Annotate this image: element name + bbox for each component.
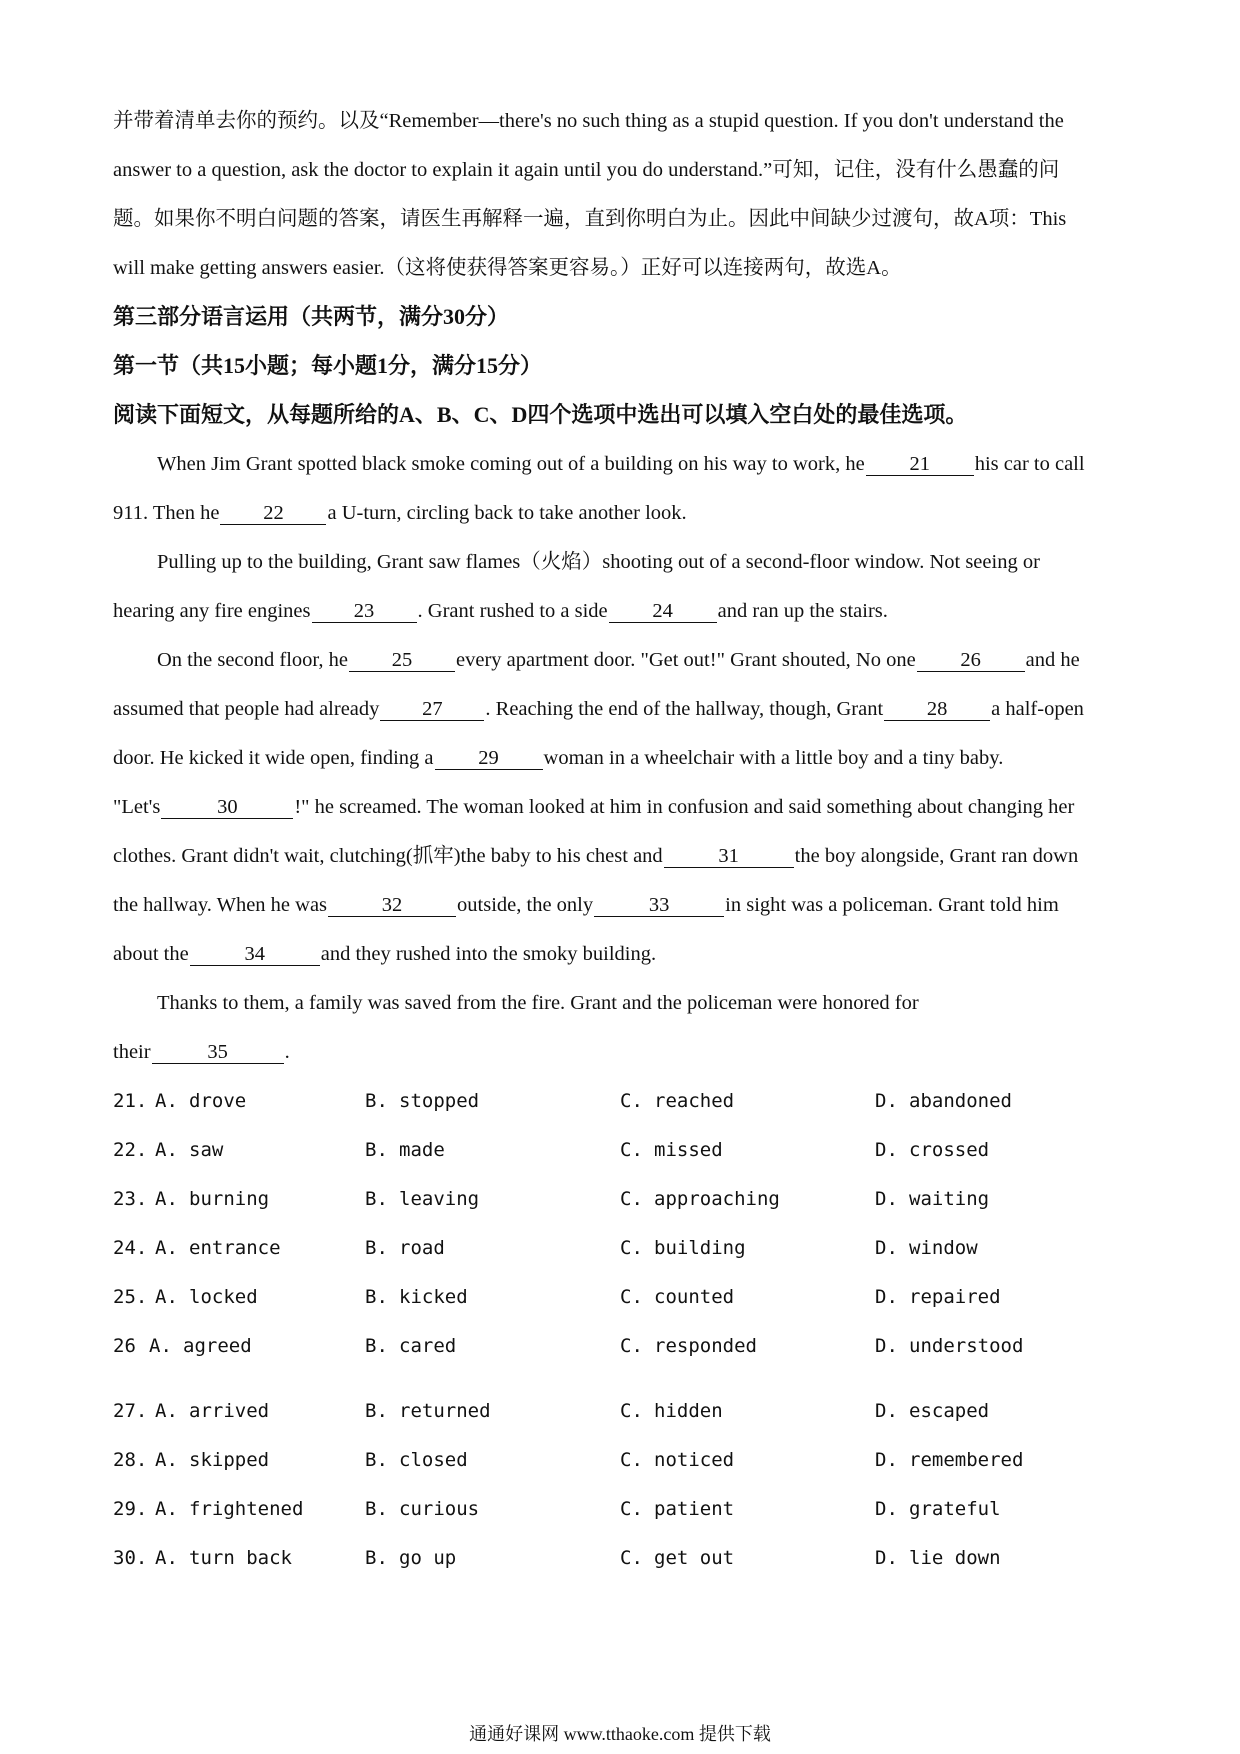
passage-text: . Grant rushed to a side <box>417 600 608 622</box>
option-text: cared <box>399 1335 457 1357</box>
option-letter: A. <box>155 1547 178 1569</box>
option-letter: A. <box>155 1449 178 1471</box>
passage-text: and ran up the stairs. <box>717 600 888 622</box>
option-letter: B. <box>365 1188 388 1210</box>
question-number: 23. <box>113 1188 148 1210</box>
option-text: approaching <box>654 1188 780 1210</box>
passage-text: assumed that people had already <box>113 698 380 720</box>
passage-text: . Reaching the end of the hallway, though, Grant <box>485 698 884 720</box>
passage-text: clothes. Grant didn't wait, clutching(抓牢)the baby to his chest and <box>113 845 663 867</box>
option-text: drove <box>189 1090 247 1112</box>
blank-28: 28 <box>884 698 990 721</box>
blank-27: 27 <box>380 698 484 721</box>
blank-31: 31 <box>664 845 794 868</box>
option-text: lie down <box>909 1547 1001 1569</box>
option-text: locked <box>189 1286 258 1308</box>
blank-24: 24 <box>609 600 717 623</box>
option-row <box>113 1332 1133 1360</box>
passage-text: the hallway. When he was <box>113 894 328 916</box>
blank-32: 32 <box>328 894 456 917</box>
passage-line <box>113 891 1133 919</box>
option-text: window <box>909 1237 978 1259</box>
option-text: agreed <box>183 1335 252 1357</box>
option-letter: B. <box>365 1449 388 1471</box>
passage-text: a half-open <box>991 698 1084 720</box>
option-text: stopped <box>399 1090 480 1112</box>
passage-text: a U-turn, circling back to take another look. <box>327 502 687 524</box>
passage-line <box>113 695 1133 723</box>
passage-line: Thanks to them, a family was saved from the fire. Grant and the policeman were honored for <box>157 992 919 1014</box>
option-text: returned <box>399 1400 491 1422</box>
passage-text: in sight was a policeman. Grant told him <box>725 894 1059 916</box>
passage-text: "Let's <box>113 796 161 818</box>
option-row <box>113 1185 1133 1213</box>
option-text: crossed <box>909 1139 990 1161</box>
option-text: closed <box>399 1449 468 1471</box>
option-letter: D. <box>875 1498 898 1520</box>
option-letter: D. <box>875 1547 898 1569</box>
question-number: 25. <box>113 1286 148 1308</box>
option-text: patient <box>654 1498 735 1520</box>
option-letter: D. <box>875 1188 898 1210</box>
passage-text: hearing any fire engines <box>113 600 311 622</box>
option-letter: D. <box>875 1139 898 1161</box>
option-letter: C. <box>620 1188 643 1210</box>
blank-23: 23 <box>312 600 417 623</box>
option-text: made <box>399 1139 445 1161</box>
option-letter: D. <box>875 1090 898 1112</box>
passage-text: When Jim Grant spotted black smoke coming out of a building on his way to work, he <box>157 453 865 475</box>
option-text: grateful <box>909 1498 1001 1520</box>
option-letter: B. <box>365 1139 388 1161</box>
option-row <box>113 1234 1133 1262</box>
question-number: 24. <box>113 1237 148 1259</box>
option-letter: C. <box>620 1237 643 1259</box>
blank-33: 33 <box>594 894 724 917</box>
blank-21: 21 <box>866 453 974 476</box>
option-letter: D. <box>875 1237 898 1259</box>
option-text: road <box>399 1237 445 1259</box>
option-letter: D. <box>875 1400 898 1422</box>
option-text: frightened <box>189 1498 304 1520</box>
passage-text: about the <box>113 943 189 965</box>
passage-line <box>113 940 1133 968</box>
passage-text: 911. Then he <box>113 502 220 524</box>
passage-text: his car to call <box>974 453 1085 475</box>
question-number: 27. <box>113 1400 148 1422</box>
option-letter: A. <box>155 1400 178 1422</box>
passage-text: every apartment door. "Get out!" Grant shouted, No one <box>456 649 916 671</box>
option-row <box>113 1283 1133 1311</box>
option-letter: A. <box>155 1139 178 1161</box>
question-number: 30. <box>113 1547 148 1569</box>
passage-text: woman in a wheelchair with a little boy and a tiny baby. <box>543 747 1004 769</box>
option-text: waiting <box>909 1188 990 1210</box>
option-letter: C. <box>620 1547 643 1569</box>
option-text: saw <box>189 1139 224 1161</box>
option-text: go up <box>399 1547 457 1569</box>
option-text: reached <box>654 1090 735 1112</box>
option-text: skipped <box>189 1449 270 1471</box>
option-text: arrived <box>189 1400 270 1422</box>
passage-text: their <box>113 1041 151 1063</box>
option-row <box>113 1087 1133 1115</box>
passage-text: the boy alongside, Grant ran down <box>794 845 1079 867</box>
option-row <box>113 1495 1133 1523</box>
passage-text: and he <box>1025 649 1080 671</box>
blank-29: 29 <box>435 747 543 770</box>
option-letter: A. <box>155 1498 178 1520</box>
passage-line: Pulling up to the building, Grant saw flames（火焰）shooting out of a second-floor window. Not seeing or <box>157 551 1040 573</box>
option-letter: A. <box>155 1188 178 1210</box>
blank-26: 26 <box>917 649 1025 672</box>
option-text: abandoned <box>909 1090 1012 1112</box>
passage-text: !" he screamed. The woman looked at him in confusion and said something about changing her <box>294 796 1075 818</box>
blank-35: 35 <box>152 1041 284 1064</box>
option-row <box>113 1136 1133 1164</box>
option-text: building <box>654 1237 746 1259</box>
option-text: remembered <box>909 1449 1024 1471</box>
option-letter: C. <box>620 1335 643 1357</box>
option-text: burning <box>189 1188 270 1210</box>
instruction: 阅读下面短文，从每题所给的A、B、C、D四个选项中选出可以填入空白处的最佳选项。 <box>113 402 968 427</box>
footer-watermark: 通通好课网 www.tthaoke.com 提供下载 <box>469 1724 771 1744</box>
option-letter: B. <box>365 1335 388 1357</box>
option-letter: A. <box>155 1090 178 1112</box>
passage-text: . <box>284 1041 290 1063</box>
option-text: responded <box>654 1335 757 1357</box>
passage-line <box>157 450 1177 478</box>
passage-line <box>113 793 1133 821</box>
option-letter: D. <box>875 1335 898 1357</box>
option-text: leaving <box>399 1188 480 1210</box>
option-letter: B. <box>365 1498 388 1520</box>
option-text: curious <box>399 1498 480 1520</box>
blank-25: 25 <box>349 649 455 672</box>
option-text: entrance <box>189 1237 281 1259</box>
option-text: get out <box>654 1547 735 1569</box>
option-letter: B. <box>365 1090 388 1112</box>
option-text: counted <box>654 1286 735 1308</box>
option-text: repaired <box>909 1286 1001 1308</box>
option-text: turn back <box>189 1547 292 1569</box>
option-text: hidden <box>654 1400 723 1422</box>
option-letter: C. <box>620 1498 643 1520</box>
part-title: 第三部分语言运用（共两节，满分30分） <box>113 304 510 329</box>
intro-line-2: answer to a question, ask the doctor to explain it again until you do understand.”可知，记住，没有什么愚蠢的问 <box>113 159 1060 181</box>
passage-line <box>113 597 1133 625</box>
option-letter: C. <box>620 1449 643 1471</box>
option-letter: C. <box>620 1286 643 1308</box>
option-text: missed <box>654 1139 723 1161</box>
option-letter: A. <box>155 1237 178 1259</box>
option-row <box>113 1446 1133 1474</box>
option-row <box>113 1544 1133 1572</box>
passage-text: outside, the only <box>457 894 594 916</box>
option-row <box>113 1397 1133 1425</box>
passage-line <box>113 1038 1133 1066</box>
passage-text: and they rushed into the smoky building. <box>320 943 657 965</box>
option-text: noticed <box>654 1449 735 1471</box>
blank-30: 30 <box>161 796 293 819</box>
passage-line <box>113 499 1133 527</box>
question-number: 21. <box>113 1090 148 1112</box>
question-number: 29. <box>113 1498 148 1520</box>
blank-34: 34 <box>190 943 320 966</box>
blank-22: 22 <box>220 502 326 525</box>
passage-line <box>113 744 1133 772</box>
option-letter: C. <box>620 1090 643 1112</box>
question-number: 28. <box>113 1449 148 1471</box>
intro-line-3: 题。如果你不明白问题的答案，请医生再解释一遍，直到你明白为止。因此中间缺少过渡句，故A项：This <box>113 208 1067 230</box>
option-text: kicked <box>399 1286 468 1308</box>
option-letter: A. <box>149 1335 172 1357</box>
option-letter: A. <box>155 1286 178 1308</box>
question-number: 26 <box>113 1335 136 1357</box>
question-number: 22. <box>113 1139 148 1161</box>
passage-text: door. He kicked it wide open, finding a <box>113 747 434 769</box>
option-letter: B. <box>365 1286 388 1308</box>
passage-line <box>157 646 1177 674</box>
intro-line-1: 并带着清单去你的预约。以及“Remember—there's no such thing as a stupid question. If you don't understand the <box>113 110 1064 132</box>
passage-text: On the second floor, he <box>157 649 349 671</box>
option-text: understood <box>909 1335 1024 1357</box>
section-title: 第一节（共15小题；每小题1分，满分15分） <box>113 353 543 378</box>
passage-line <box>113 842 1133 870</box>
option-letter: D. <box>875 1449 898 1471</box>
option-letter: C. <box>620 1400 643 1422</box>
option-text: escaped <box>909 1400 990 1422</box>
intro-line-4: will make getting answers easier.（这将使获得答案更容易。）正好可以连接两句，故选A。 <box>113 257 902 279</box>
option-letter: B. <box>365 1547 388 1569</box>
option-letter: D. <box>875 1286 898 1308</box>
option-letter: C. <box>620 1139 643 1161</box>
option-letter: B. <box>365 1237 388 1259</box>
option-letter: B. <box>365 1400 388 1422</box>
